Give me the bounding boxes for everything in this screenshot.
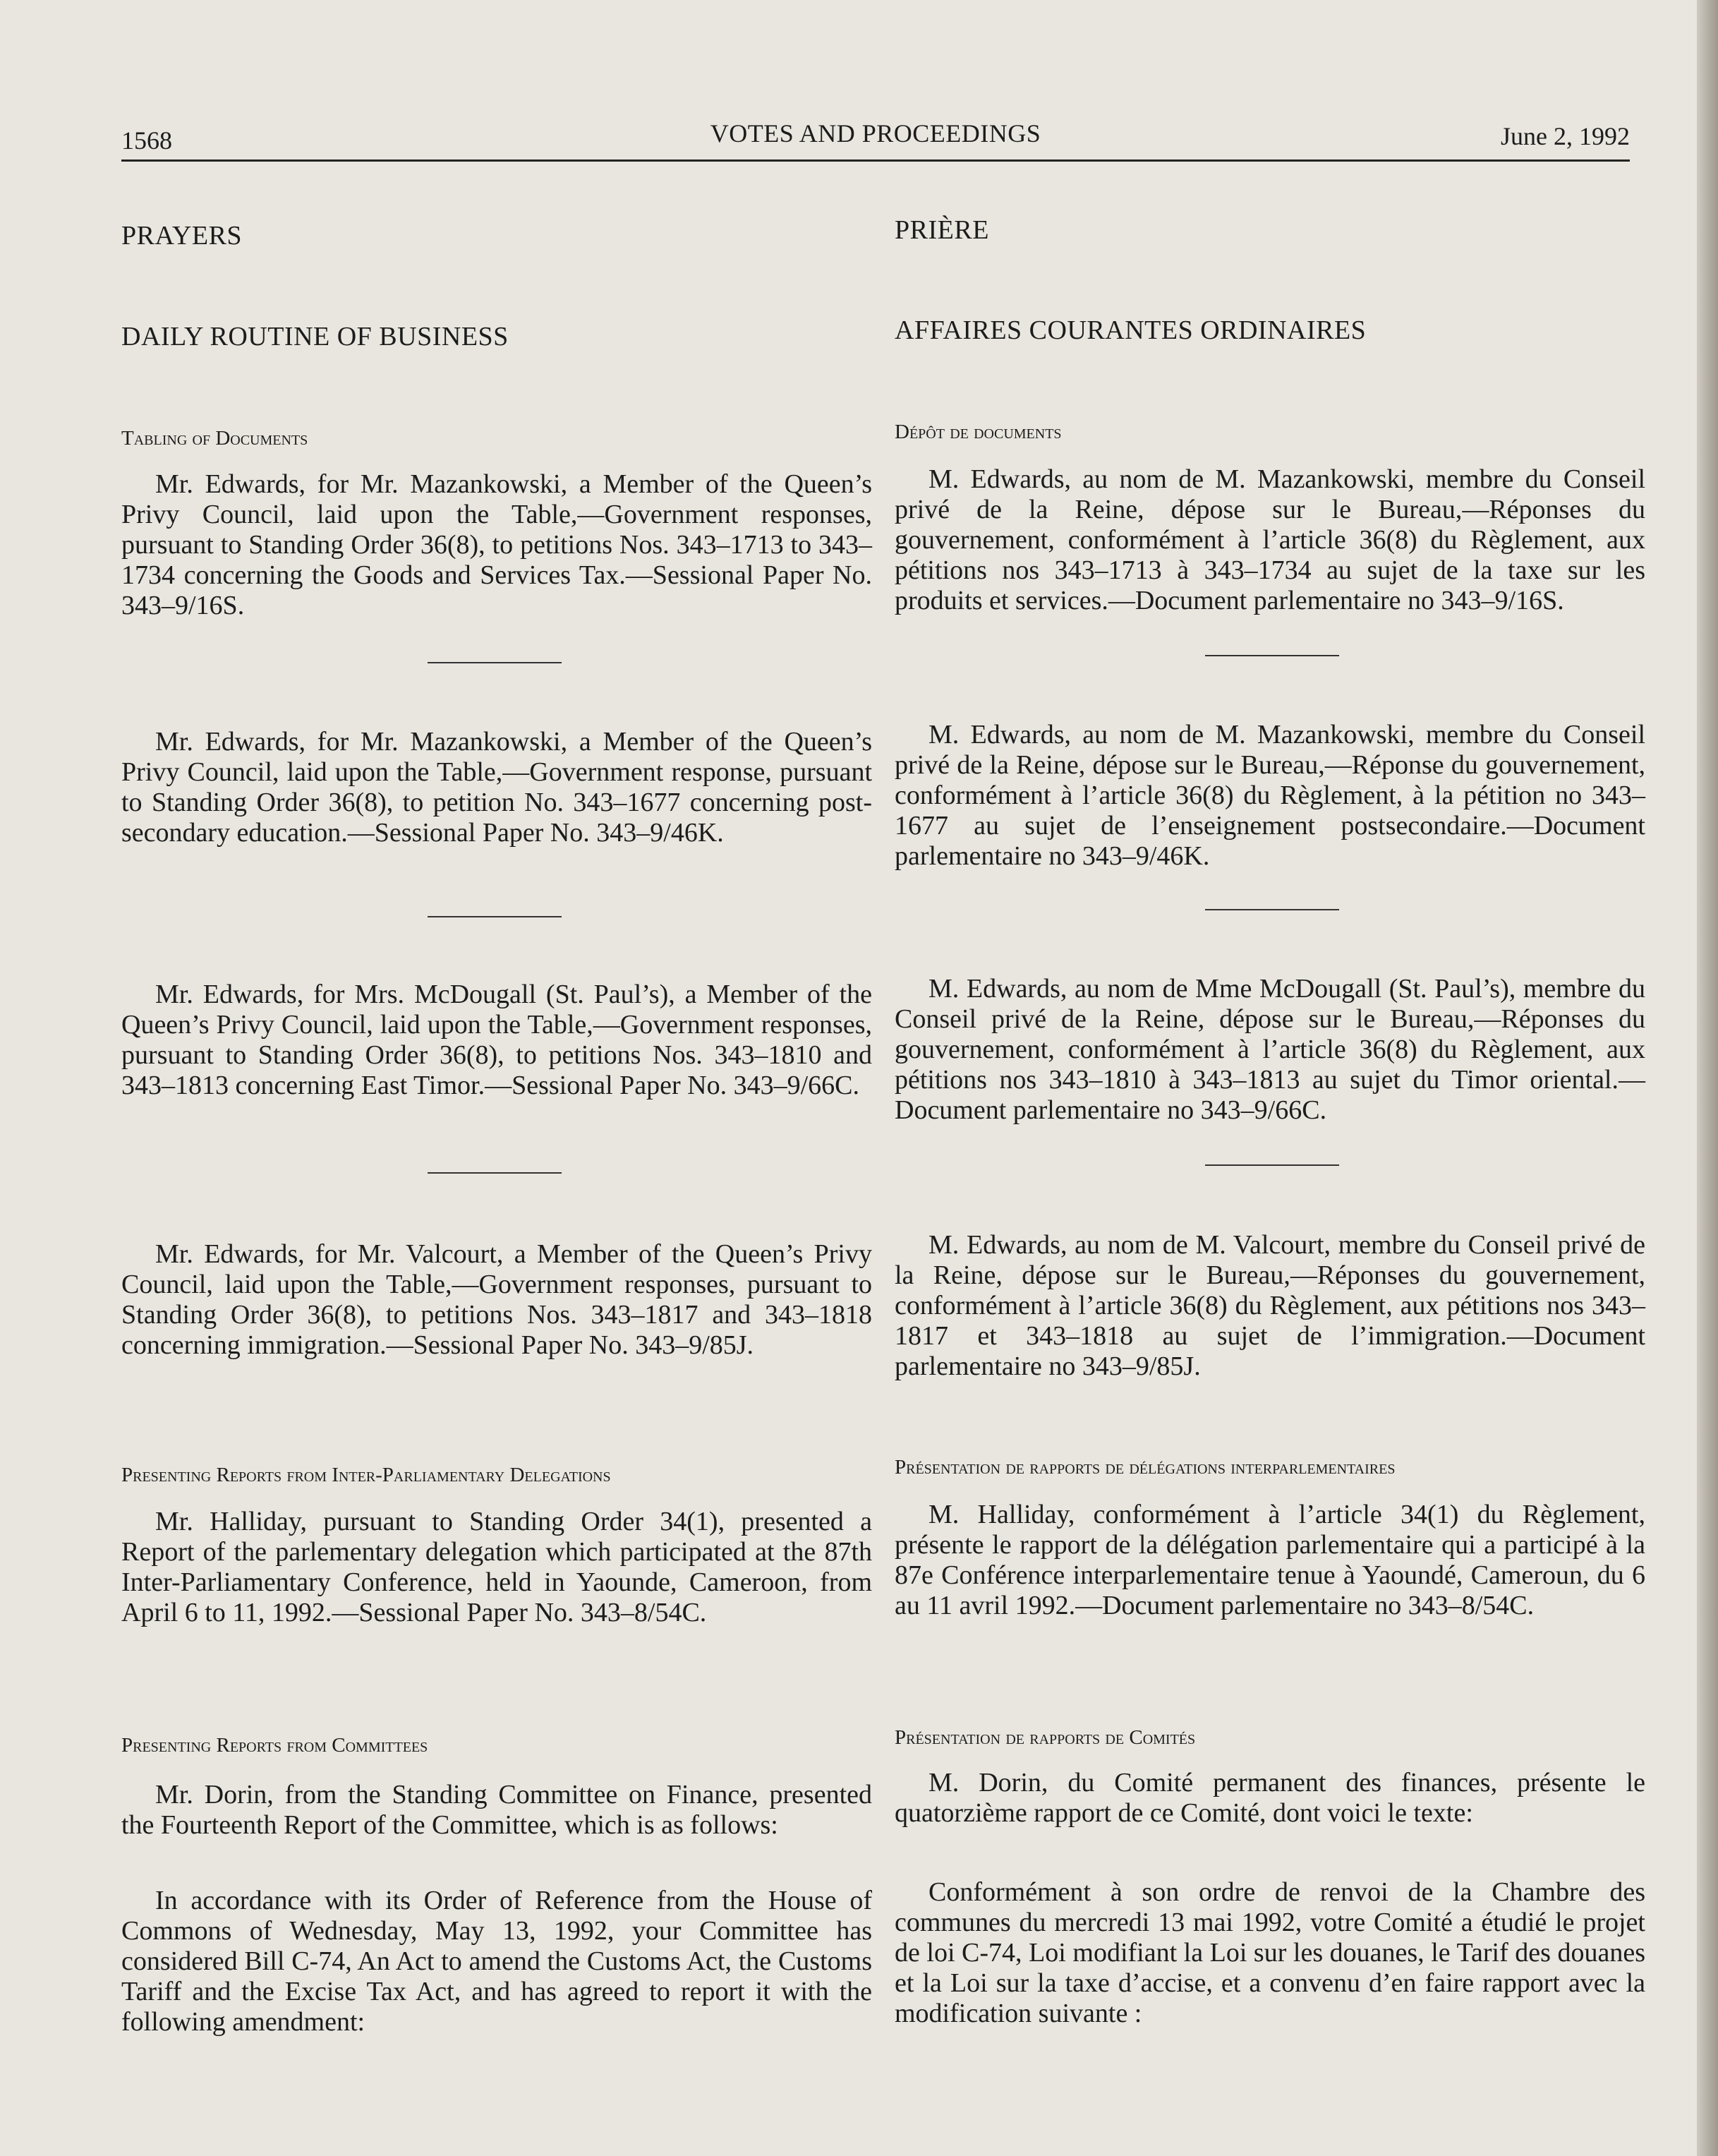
daily-routine-heading: DAILY ROUTINE OF BUSINESS — [121, 322, 509, 351]
tabling-item-3: Mr. Edwards, for Mrs. McDougall (St. Paul’s), a Member of the Queen’s Privy Council, laid upon the Table,—Government responses, pursuant to Standing Order 36(8), to petitions Nos. 343–1810 and 343–1813 concerning East Timor.—Sessional Paper No. 343–9/66C. — [121, 980, 872, 1100]
separator-rule — [428, 1172, 562, 1174]
committees-item-1-fr: M. Dorin, du Comité permanent des finances, présente le quatorzième rapport de ce Comité, dont voici le texte: — [895, 1768, 1645, 1828]
committees-item-2-fr: Conformément à son ordre de renvoi de la Chambre des communes du mercredi 13 mai 1992, votre Comité a étudié le projet de loi C-74, Loi modifiant la Loi sur les douanes, le Tarif des douanes et la Loi sur la taxe d’accise, et a convenu d’en faire rapport avec la modification suivante : — [895, 1877, 1645, 2028]
running-header — [121, 113, 1630, 162]
separator-rule — [1205, 655, 1339, 656]
tabling-item-4: Mr. Edwards, for Mr. Valcourt, a Member of the Queen’s Privy Council, laid upon the Table,—Government responses, pursuant to Standing Order 36(8), to petitions Nos. 343–1817 and 343–1818 concerning immigration.—Sessional Paper No. 343–9/85J. — [121, 1239, 872, 1360]
delegations-item-1: Mr. Halliday, pursuant to Standing Order 34(1), presented a Report of the parlementary delegation which participated at the 87th Inter-Parliamentary Conference, held in Yaounde, Cameroon, from April 6 to 11, 1992.—Sessional Paper No. 343–8/54C. — [121, 1507, 872, 1627]
separator-rule — [428, 916, 562, 917]
tabling-item-2: Mr. Edwards, for Mr. Mazankowski, a Member of the Queen’s Privy Council, laid upon the Table,—Government response, pursuant to Standing Order 36(8), to petition No. 343–1677 concerning post-secondary education.—Sessional Paper No. 343–9/46K. — [121, 727, 872, 848]
separator-rule — [428, 662, 562, 663]
tabling-item-2-fr: M. Edwards, au nom de M. Mazankowski, membre du Conseil privé de la Reine, dépose sur le Bureau,—Réponse du gouvernement, conformément à l’article 36(8) du Règlement, à la pétition no 343–1677 au sujet de l’enseignement postsecondaire.—Document parlementaire no 343–9/46K. — [895, 720, 1645, 871]
separator-rule — [1205, 909, 1339, 910]
daily-routine-heading-fr: AFFAIRES COURANTES ORDINAIRES — [895, 315, 1367, 345]
tabling-item-4-fr: M. Edwards, au nom de M. Valcourt, membre du Conseil privé de la Reine, dépose sur le Bureau,—Réponses du gouvernement, conformément à l’article 36(8) du Règlement, aux pétitions nos 343–1817 et 343–1818 au sujet de l’immigration.—Document parlementaire no 343–9/85J. — [895, 1230, 1645, 1381]
delegations-heading-fr: Présentation de rapports de délégations interparlementaires — [895, 1456, 1396, 1479]
committees-heading-fr: Présentation de rapports de Comités — [895, 1726, 1196, 1749]
tabling-heading: Tabling of Documents — [121, 427, 308, 450]
page-edge-shadow — [1697, 0, 1718, 2156]
tabling-item-1-fr: M. Edwards, au nom de M. Mazankowski, membre du Conseil privé de la Reine, dépose sur le Bureau,—Réponses du gouvernement, conformément à l’article 36(8) du Règlement, aux pétitions nos 343–1713 à 343–1734 au sujet de la taxe sur les produits et services.—Document parlementaire no 343–9/16S. — [895, 464, 1645, 615]
tabling-item-1: Mr. Edwards, for Mr. Mazankowski, a Member of the Queen’s Privy Council, laid upon the Table,—Government responses, pursuant to Standing Order 36(8), to petitions Nos. 343–1713 to 343–1734 concerning the Goods and Services Tax.—Sessional Paper No. 343–9/16S. — [121, 469, 872, 620]
delegations-heading: Presenting Reports from Inter-Parliamentary Delegations — [121, 1464, 611, 1486]
page-number: 1568 — [121, 126, 172, 155]
publication-title: VOTES AND PROCEEDINGS — [710, 119, 1041, 147]
issue-date: June 2, 1992 — [1501, 122, 1630, 150]
tabling-item-3-fr: M. Edwards, au nom de Mme McDougall (St. Paul’s), membre du Conseil privé de la Reine, dépose sur le Bureau,—Réponses du gouvernement, conformément à l’article 36(8) du Règlement, aux pétitions nos 343–1810 à 343–1813 au sujet du Timor oriental.—Document parlementaire no 343–9/66C. — [895, 974, 1645, 1125]
separator-rule — [1205, 1164, 1339, 1166]
prayers-heading-fr: PRIÈRE — [895, 215, 989, 245]
committees-item-2: In accordance with its Order of Reference from the House of Commons of Wednesday, May 13, 1992, your Committee has considered Bill C-74, An Act to amend the Customs Act, the Customs Tariff and the Excise Tax Act, and has agreed to report it with the following amendment: — [121, 1886, 872, 2037]
tabling-heading-fr: Dépôt de documents — [895, 421, 1062, 443]
committees-item-1: Mr. Dorin, from the Standing Committee on Finance, presented the Fourteenth Report of the Committee, which is as follows: — [121, 1780, 872, 1840]
committees-heading: Presenting Reports from Committees — [121, 1734, 428, 1757]
prayers-heading: PRAYERS — [121, 221, 243, 251]
delegations-item-1-fr: M. Halliday, conformément à l’article 34(1) du Règlement, présente le rapport de la délégation parlementaire qui a participé à la 87e Conférence interparlementaire tenue à Yaoundé, Cameroun, du 6 au 11 avril 1992.—Document parlementaire no 343–8/54C. — [895, 1500, 1645, 1620]
